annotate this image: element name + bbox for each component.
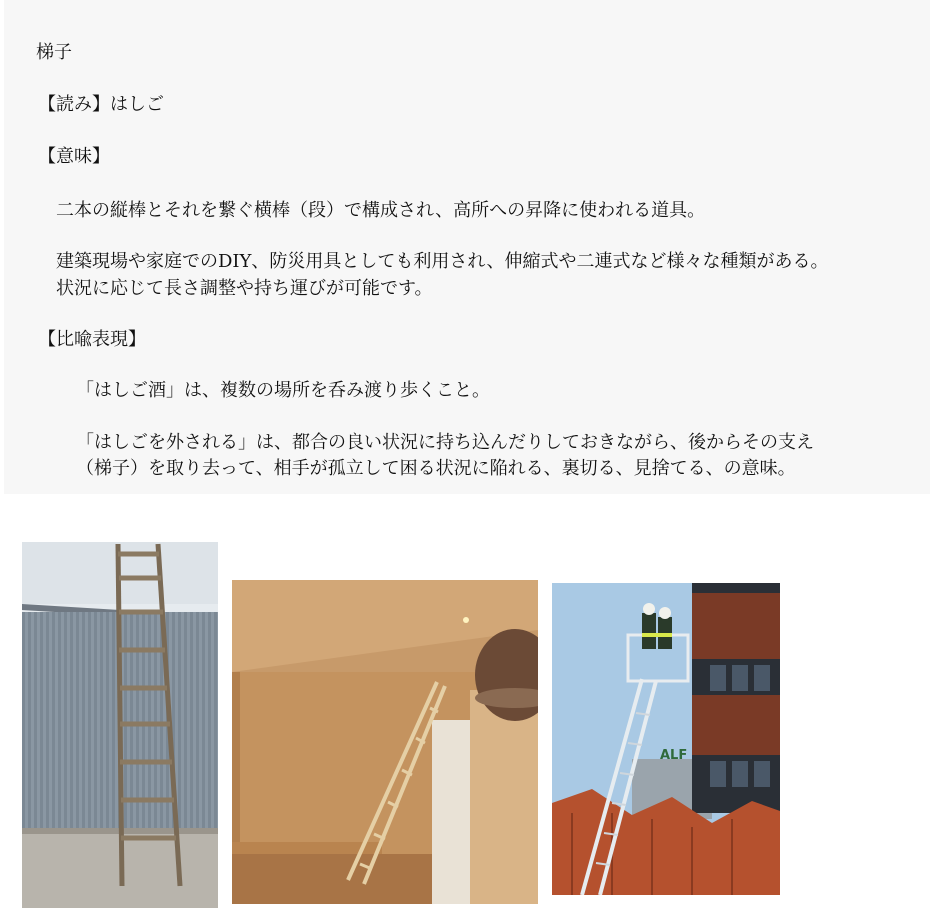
library-ladder-photo (232, 580, 538, 904)
meaning-line-2: 建築現場や家庭でのDIY、防災用具としても利用され、伸縮式や二連式など様々な種類がある。 (56, 251, 829, 272)
meaning-line-3: 状況に応じて長さ調整や持ち運びが可能です。 (56, 278, 433, 299)
metaphor-line-3: （梯子）を取り去って、相手が孤立して困る状況に陥れる、裏切る、見捨てる、の意味。 (76, 458, 796, 479)
meaning-line-1: 二本の縦棒とそれを繋ぐ横棒（段）で構成され、高所への昇降に使われる道具。 (56, 200, 706, 221)
metaphor-heading: 【比喩表現】 (38, 329, 146, 350)
building-sign-text: ALF (660, 748, 688, 763)
reading-line: 【読み】はしご (38, 94, 164, 115)
metaphor-line-1: 「はしご酒」は、複数の場所を呑み渡り歩くこと。 (76, 380, 490, 401)
definition-card (4, 0, 930, 494)
wooden-ladder-photo (22, 542, 218, 908)
fire-ladder-truck-photo (552, 583, 780, 895)
meaning-heading: 【意味】 (38, 146, 110, 167)
entry-title: 梯子 (36, 42, 72, 63)
metaphor-line-2: 「はしごを外される」は、都合の良い状況に持ち込んだりしておきながら、後からその支え (76, 432, 814, 453)
